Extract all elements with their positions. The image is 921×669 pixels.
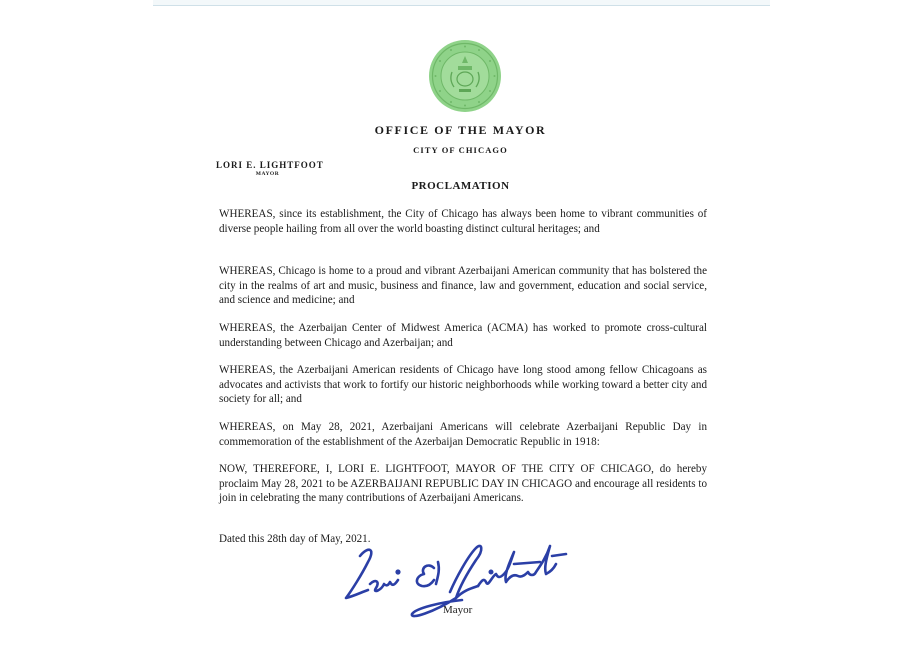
mayor-name: LORI E. LIGHTFOOT [216,160,324,170]
whereas-paragraph-4: WHEREAS, the Azerbaijani American residents of Chicago have long stood among fellow Chicagoans as advocates and activists that work to fortify our historic neighborhoods while working toward a better city and society for all; and [219,364,707,406]
proclamation-paragraph: NOW, THEREFORE, I, LORI E. LIGHTFOOT, MAYOR OF THE CITY OF CHICAGO, do hereby proclaim May 28, 2021 to be AZERBAIJANI REPUBLIC DAY IN CHICAGO and encourage all residents to join in celebrating the many contributions of Azerbaijani Americans. [219,463,707,505]
dated-line: Dated this 28th day of May, 2021. [219,533,371,545]
whereas-paragraph-2: WHEREAS, Chicago is home to a proud and vibrant Azerbaijani American community that has bolstered the city in the realms of art and music, business and finance, law and government, education and social service, and science and medicine; and [219,265,707,307]
proclamation-title: PROCLAMATION [411,180,510,192]
whereas-paragraph-3: WHEREAS, the Azerbaijan Center of Midwest America (ACMA) has worked to promote cross-cultural understanding between Chicago and Azerbaijan; and [219,322,707,349]
whereas-paragraph-1: WHEREAS, since its establishment, the City of Chicago has always been home to vibrant communities of diverse people hailing from all over the world boasting distinct cultural heritages; and [219,208,707,235]
city-seal-icon [428,39,502,113]
signature-title: Mayor [443,604,473,616]
office-heading: OFFICE OF THE MAYOR [374,123,547,137]
city-heading: CITY OF CHICAGO [413,145,508,155]
page-top-border [153,0,770,6]
mayor-title: MAYOR [255,171,280,177]
whereas-paragraph-5: WHEREAS, on May 28, 2021, Azerbaijani Americans will celebrate Azerbaijani Republic Day in commemoration of the establishment of the Azerbaijan Democratic Republic in 1918: [219,421,707,448]
